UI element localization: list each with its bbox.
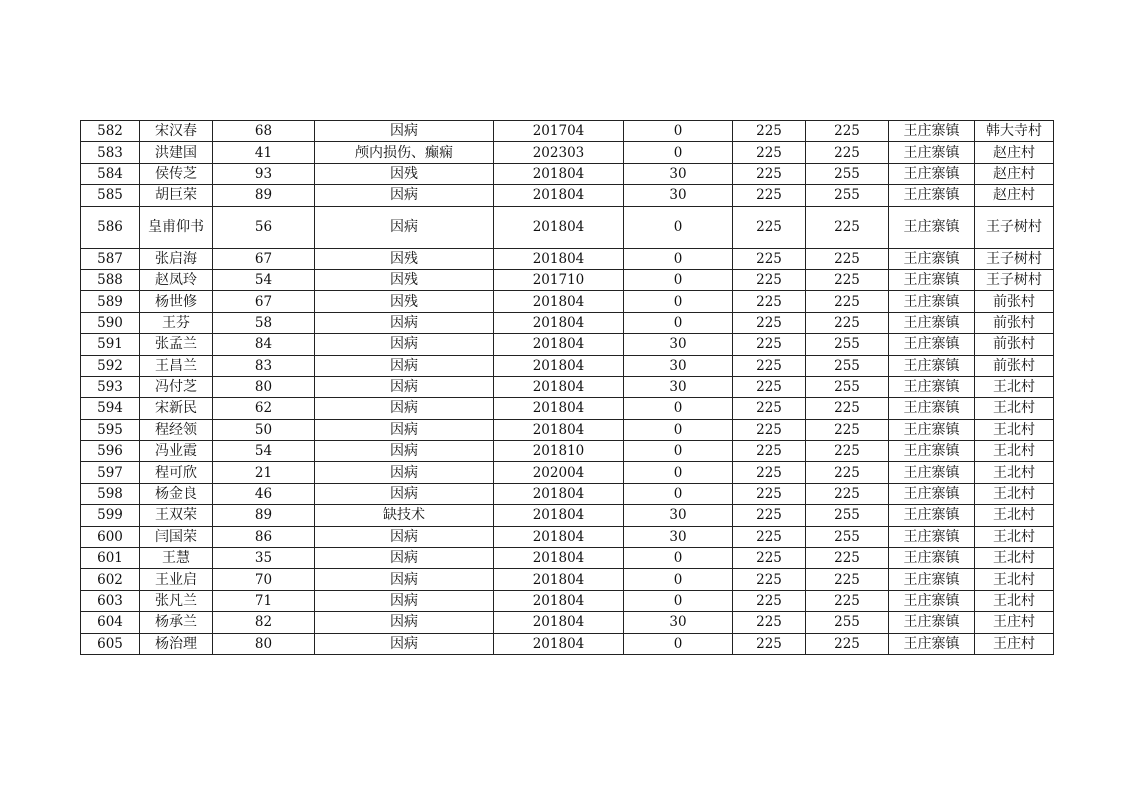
village-cell: 王子树村 [975, 206, 1054, 248]
village-cell: 赵庄村 [975, 185, 1054, 206]
total-amount-cell: 225 [806, 483, 889, 504]
total-amount-cell: 255 [806, 355, 889, 376]
base-amount-cell: 225 [733, 269, 806, 290]
village-cell: 王北村 [975, 483, 1054, 504]
extra-amount-cell: 30 [624, 185, 733, 206]
age-cell: 84 [213, 334, 315, 355]
extra-amount-cell: 0 [624, 419, 733, 440]
name-cell: 张凡兰 [140, 590, 213, 611]
date-cell: 201804 [494, 291, 624, 312]
reason-cell: 因病 [315, 612, 494, 633]
reason-cell: 因病 [315, 590, 494, 611]
reason-cell: 因残 [315, 248, 494, 269]
base-amount-cell: 225 [733, 355, 806, 376]
base-amount-cell: 225 [733, 548, 806, 569]
row-number-cell: 600 [81, 526, 140, 547]
table-row [81, 419, 1054, 440]
base-amount-cell: 225 [733, 590, 806, 611]
date-cell: 201804 [494, 483, 624, 504]
reason-cell: 因病 [315, 185, 494, 206]
extra-amount-cell: 30 [624, 355, 733, 376]
name-cell: 王芬 [140, 312, 213, 333]
town-cell: 王庄寨镇 [889, 590, 975, 611]
date-cell: 201804 [494, 505, 624, 526]
age-cell: 86 [213, 526, 315, 547]
total-amount-cell: 225 [806, 121, 889, 142]
town-cell: 王庄寨镇 [889, 483, 975, 504]
table-row [81, 590, 1054, 611]
reason-cell: 因残 [315, 291, 494, 312]
village-cell: 前张村 [975, 355, 1054, 376]
age-cell: 70 [213, 569, 315, 590]
extra-amount-cell: 0 [624, 569, 733, 590]
village-cell: 赵庄村 [975, 142, 1054, 163]
row-number-cell: 592 [81, 355, 140, 376]
town-cell: 王庄寨镇 [889, 248, 975, 269]
reason-cell: 因病 [315, 633, 494, 654]
table-row [81, 312, 1054, 333]
age-cell: 67 [213, 291, 315, 312]
date-cell: 201804 [494, 355, 624, 376]
base-amount-cell: 225 [733, 248, 806, 269]
town-cell: 王庄寨镇 [889, 142, 975, 163]
row-number-cell: 596 [81, 441, 140, 462]
town-cell: 王庄寨镇 [889, 312, 975, 333]
village-cell: 王子树村 [975, 248, 1054, 269]
date-cell: 201810 [494, 441, 624, 462]
total-amount-cell: 255 [806, 163, 889, 184]
age-cell: 80 [213, 633, 315, 654]
village-cell: 王庄村 [975, 612, 1054, 633]
row-number-cell: 603 [81, 590, 140, 611]
age-cell: 46 [213, 483, 315, 504]
village-cell: 王北村 [975, 590, 1054, 611]
table-body [81, 121, 1054, 655]
town-cell: 王庄寨镇 [889, 462, 975, 483]
total-amount-cell: 225 [806, 206, 889, 248]
total-amount-cell: 225 [806, 291, 889, 312]
extra-amount-cell: 0 [624, 121, 733, 142]
reason-cell: 因病 [315, 569, 494, 590]
age-cell: 35 [213, 548, 315, 569]
town-cell: 王庄寨镇 [889, 185, 975, 206]
total-amount-cell: 255 [806, 334, 889, 355]
extra-amount-cell: 0 [624, 548, 733, 569]
village-cell: 王北村 [975, 505, 1054, 526]
row-number-cell: 599 [81, 505, 140, 526]
table-row [81, 526, 1054, 547]
village-cell: 王北村 [975, 462, 1054, 483]
age-cell: 62 [213, 398, 315, 419]
age-cell: 83 [213, 355, 315, 376]
base-amount-cell: 225 [733, 376, 806, 397]
age-cell: 71 [213, 590, 315, 611]
base-amount-cell: 225 [733, 312, 806, 333]
reason-cell: 因残 [315, 269, 494, 290]
extra-amount-cell: 30 [624, 163, 733, 184]
village-cell: 王庄村 [975, 633, 1054, 654]
total-amount-cell: 225 [806, 269, 889, 290]
base-amount-cell: 225 [733, 526, 806, 547]
name-cell: 侯传芝 [140, 163, 213, 184]
row-number-cell: 587 [81, 248, 140, 269]
date-cell: 201804 [494, 398, 624, 419]
date-cell: 202004 [494, 462, 624, 483]
town-cell: 王庄寨镇 [889, 505, 975, 526]
age-cell: 68 [213, 121, 315, 142]
reason-cell: 因病 [315, 206, 494, 248]
date-cell: 201804 [494, 334, 624, 355]
date-cell: 201804 [494, 312, 624, 333]
base-amount-cell: 225 [733, 206, 806, 248]
table-row [81, 269, 1054, 290]
age-cell: 89 [213, 185, 315, 206]
total-amount-cell: 225 [806, 142, 889, 163]
name-cell: 王双荣 [140, 505, 213, 526]
extra-amount-cell: 30 [624, 505, 733, 526]
extra-amount-cell: 0 [624, 142, 733, 163]
table-row [81, 441, 1054, 462]
base-amount-cell: 225 [733, 398, 806, 419]
date-cell: 201804 [494, 569, 624, 590]
base-amount-cell: 225 [733, 633, 806, 654]
town-cell: 王庄寨镇 [889, 569, 975, 590]
reason-cell: 因病 [315, 398, 494, 419]
total-amount-cell: 225 [806, 569, 889, 590]
town-cell: 王庄寨镇 [889, 398, 975, 419]
date-cell: 201804 [494, 548, 624, 569]
age-cell: 80 [213, 376, 315, 397]
name-cell: 宋新民 [140, 398, 213, 419]
row-number-cell: 583 [81, 142, 140, 163]
age-cell: 82 [213, 612, 315, 633]
reason-cell: 因病 [315, 419, 494, 440]
reason-cell: 因病 [315, 441, 494, 462]
town-cell: 王庄寨镇 [889, 163, 975, 184]
name-cell: 杨治理 [140, 633, 213, 654]
total-amount-cell: 255 [806, 505, 889, 526]
base-amount-cell: 225 [733, 505, 806, 526]
town-cell: 王庄寨镇 [889, 526, 975, 547]
extra-amount-cell: 0 [624, 248, 733, 269]
base-amount-cell: 225 [733, 334, 806, 355]
village-cell: 赵庄村 [975, 163, 1054, 184]
age-cell: 21 [213, 462, 315, 483]
age-cell: 58 [213, 312, 315, 333]
table-row [81, 334, 1054, 355]
table-row [81, 569, 1054, 590]
extra-amount-cell: 30 [624, 526, 733, 547]
table-row [81, 291, 1054, 312]
total-amount-cell: 255 [806, 185, 889, 206]
row-number-cell: 590 [81, 312, 140, 333]
base-amount-cell: 225 [733, 185, 806, 206]
name-cell: 王慧 [140, 548, 213, 569]
total-amount-cell: 225 [806, 633, 889, 654]
date-cell: 201804 [494, 526, 624, 547]
extra-amount-cell: 0 [624, 462, 733, 483]
village-cell: 王北村 [975, 569, 1054, 590]
town-cell: 王庄寨镇 [889, 334, 975, 355]
date-cell: 201804 [494, 206, 624, 248]
base-amount-cell: 225 [733, 121, 806, 142]
extra-amount-cell: 0 [624, 398, 733, 419]
base-amount-cell: 225 [733, 462, 806, 483]
extra-amount-cell: 0 [624, 269, 733, 290]
village-cell: 王北村 [975, 376, 1054, 397]
reason-cell: 因残 [315, 163, 494, 184]
name-cell: 皇甫仰书 [140, 206, 213, 248]
reason-cell: 因病 [315, 121, 494, 142]
town-cell: 王庄寨镇 [889, 633, 975, 654]
reason-cell: 缺技术 [315, 505, 494, 526]
town-cell: 王庄寨镇 [889, 355, 975, 376]
extra-amount-cell: 30 [624, 612, 733, 633]
table-row [81, 163, 1054, 184]
name-cell: 程可欣 [140, 462, 213, 483]
base-amount-cell: 225 [733, 612, 806, 633]
table-row [81, 142, 1054, 163]
row-number-cell: 593 [81, 376, 140, 397]
total-amount-cell: 225 [806, 398, 889, 419]
name-cell: 王业启 [140, 569, 213, 590]
row-number-cell: 605 [81, 633, 140, 654]
base-amount-cell: 225 [733, 291, 806, 312]
date-cell: 201804 [494, 633, 624, 654]
total-amount-cell: 255 [806, 526, 889, 547]
extra-amount-cell: 0 [624, 483, 733, 504]
village-cell: 王北村 [975, 548, 1054, 569]
reason-cell: 因病 [315, 312, 494, 333]
row-number-cell: 597 [81, 462, 140, 483]
village-cell: 前张村 [975, 334, 1054, 355]
reason-cell: 因病 [315, 462, 494, 483]
name-cell: 杨世修 [140, 291, 213, 312]
date-cell: 201804 [494, 376, 624, 397]
table-row [81, 462, 1054, 483]
date-cell: 201804 [494, 590, 624, 611]
table-row [81, 355, 1054, 376]
total-amount-cell: 225 [806, 419, 889, 440]
extra-amount-cell: 0 [624, 312, 733, 333]
table-row [81, 483, 1054, 504]
date-cell: 201710 [494, 269, 624, 290]
name-cell: 程经领 [140, 419, 213, 440]
reason-cell: 颅内损伤、癫痫 [315, 142, 494, 163]
town-cell: 王庄寨镇 [889, 548, 975, 569]
village-cell: 韩大寺村 [975, 121, 1054, 142]
table-row [81, 612, 1054, 633]
age-cell: 54 [213, 269, 315, 290]
name-cell: 胡巨荣 [140, 185, 213, 206]
total-amount-cell: 255 [806, 612, 889, 633]
row-number-cell: 595 [81, 419, 140, 440]
date-cell: 201704 [494, 121, 624, 142]
base-amount-cell: 225 [733, 419, 806, 440]
extra-amount-cell: 30 [624, 376, 733, 397]
table-row [81, 398, 1054, 419]
row-number-cell: 601 [81, 548, 140, 569]
row-number-cell: 589 [81, 291, 140, 312]
row-number-cell: 594 [81, 398, 140, 419]
date-cell: 201804 [494, 612, 624, 633]
date-cell: 201804 [494, 419, 624, 440]
table-row [81, 185, 1054, 206]
name-cell: 宋汉春 [140, 121, 213, 142]
town-cell: 王庄寨镇 [889, 376, 975, 397]
village-cell: 王北村 [975, 441, 1054, 462]
name-cell: 张启海 [140, 248, 213, 269]
total-amount-cell: 255 [806, 376, 889, 397]
base-amount-cell: 225 [733, 163, 806, 184]
age-cell: 50 [213, 419, 315, 440]
date-cell: 201804 [494, 248, 624, 269]
extra-amount-cell: 0 [624, 633, 733, 654]
row-number-cell: 604 [81, 612, 140, 633]
name-cell: 赵凤玲 [140, 269, 213, 290]
reason-cell: 因病 [315, 355, 494, 376]
town-cell: 王庄寨镇 [889, 441, 975, 462]
town-cell: 王庄寨镇 [889, 612, 975, 633]
row-number-cell: 602 [81, 569, 140, 590]
table-row [81, 548, 1054, 569]
table-row [81, 505, 1054, 526]
row-number-cell: 586 [81, 206, 140, 248]
row-number-cell: 582 [81, 121, 140, 142]
town-cell: 王庄寨镇 [889, 269, 975, 290]
base-amount-cell: 225 [733, 441, 806, 462]
table-row [81, 633, 1054, 654]
name-cell: 王昌兰 [140, 355, 213, 376]
date-cell: 202303 [494, 142, 624, 163]
reason-cell: 因病 [315, 376, 494, 397]
name-cell: 洪建国 [140, 142, 213, 163]
reason-cell: 因病 [315, 483, 494, 504]
base-amount-cell: 225 [733, 569, 806, 590]
base-amount-cell: 225 [733, 142, 806, 163]
total-amount-cell: 225 [806, 548, 889, 569]
reason-cell: 因病 [315, 334, 494, 355]
age-cell: 56 [213, 206, 315, 248]
town-cell: 王庄寨镇 [889, 121, 975, 142]
table-row [81, 206, 1054, 248]
name-cell: 杨承兰 [140, 612, 213, 633]
total-amount-cell: 225 [806, 590, 889, 611]
table-row [81, 376, 1054, 397]
age-cell: 93 [213, 163, 315, 184]
name-cell: 冯付芝 [140, 376, 213, 397]
name-cell: 闫国荣 [140, 526, 213, 547]
age-cell: 41 [213, 142, 315, 163]
extra-amount-cell: 0 [624, 441, 733, 462]
extra-amount-cell: 30 [624, 334, 733, 355]
village-cell: 前张村 [975, 291, 1054, 312]
town-cell: 王庄寨镇 [889, 419, 975, 440]
name-cell: 张孟兰 [140, 334, 213, 355]
extra-amount-cell: 0 [624, 291, 733, 312]
age-cell: 67 [213, 248, 315, 269]
table-row [81, 121, 1054, 142]
village-cell: 前张村 [975, 312, 1054, 333]
town-cell: 王庄寨镇 [889, 291, 975, 312]
total-amount-cell: 225 [806, 441, 889, 462]
total-amount-cell: 225 [806, 312, 889, 333]
row-number-cell: 584 [81, 163, 140, 184]
date-cell: 201804 [494, 163, 624, 184]
row-number-cell: 591 [81, 334, 140, 355]
name-cell: 杨金良 [140, 483, 213, 504]
extra-amount-cell: 0 [624, 206, 733, 248]
village-cell: 王北村 [975, 419, 1054, 440]
base-amount-cell: 225 [733, 483, 806, 504]
data-table [80, 120, 1054, 655]
total-amount-cell: 225 [806, 248, 889, 269]
table-row [81, 248, 1054, 269]
name-cell: 冯业霞 [140, 441, 213, 462]
town-cell: 王庄寨镇 [889, 206, 975, 248]
village-cell: 王北村 [975, 398, 1054, 419]
age-cell: 89 [213, 505, 315, 526]
row-number-cell: 585 [81, 185, 140, 206]
reason-cell: 因病 [315, 526, 494, 547]
village-cell: 王子树村 [975, 269, 1054, 290]
village-cell: 王北村 [975, 526, 1054, 547]
row-number-cell: 588 [81, 269, 140, 290]
age-cell: 54 [213, 441, 315, 462]
total-amount-cell: 225 [806, 462, 889, 483]
row-number-cell: 598 [81, 483, 140, 504]
date-cell: 201804 [494, 185, 624, 206]
extra-amount-cell: 0 [624, 590, 733, 611]
reason-cell: 因病 [315, 548, 494, 569]
